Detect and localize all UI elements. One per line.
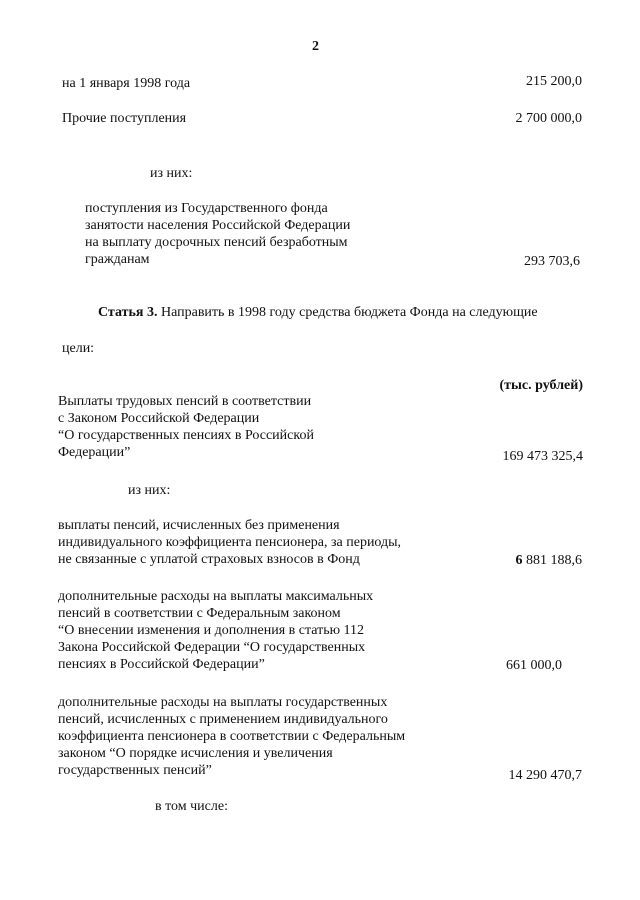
row-label-balance: на 1 января 1998 года — [62, 76, 191, 91]
subitem-2-text — [58, 588, 373, 673]
text-line: Федерации” — [58, 445, 131, 460]
value-bold-digit: 6 — [515, 553, 523, 568]
article-label: Статья 3. — [98, 305, 158, 320]
row-value-other-income: 2 700 000,0 — [515, 111, 582, 126]
text-line: пенсиях в Российской Федерации” — [58, 657, 265, 672]
text-line: “О внесении изменения и дополнения в статью 112 — [58, 623, 365, 638]
text-line: гражданам — [85, 252, 150, 267]
text-line: выплаты пенсий, исчисленных без применения — [58, 518, 340, 533]
subitem-3-value: 14 290 470,7 — [508, 768, 582, 783]
text-line: дополнительные расходы на выплаты государственных — [58, 695, 388, 710]
fund-income-value: 293 703,6 — [524, 254, 580, 269]
subitem-1-text — [58, 517, 401, 568]
subitem-2-value: 661 000,0 — [506, 658, 562, 673]
subitem-1-value — [516, 552, 583, 569]
text-line: дополнительные расходы на выплаты максимальных — [58, 589, 374, 604]
text-line: пенсий, исчисленных с применением индивидуального — [58, 712, 388, 727]
subheading-iz-nih: из них: — [150, 166, 193, 181]
article-text: Направить в 1998 году средства бюджета Фонда на следующие — [157, 305, 538, 320]
row-label-other-income: Прочие поступления — [62, 111, 187, 126]
text-line: поступления из Государственного фонда — [85, 201, 328, 216]
article-heading — [98, 304, 538, 321]
text-line: пенсий в соответствии с Федеральным законом — [58, 606, 341, 621]
row-value-balance: 215 200,0 — [526, 74, 582, 89]
text-line: с Законом Российской Федерации — [58, 411, 260, 426]
units-label: (тыс. рублей) — [499, 378, 583, 393]
subheading-iz-nih-2: из них: — [128, 483, 171, 498]
page-number: 2 — [312, 39, 319, 54]
text-line: законом “О порядке исчисления и увеличения — [58, 746, 333, 761]
text-line: не связанные с уплатой страховых взносов в Фонд — [58, 552, 360, 567]
fund-income-text — [85, 200, 350, 268]
value-rest: 881 188,6 — [522, 553, 582, 568]
pension-payments-text — [58, 393, 314, 461]
text-line: коэффициента пенсионера в соответствии с Федеральным — [58, 729, 406, 744]
text-line: индивидуального коэффициента пенсионера, за периоды, — [58, 535, 402, 550]
text-line: Закона Российской Федерации “О государственных — [58, 640, 366, 655]
text-line: государственных пенсий” — [58, 763, 212, 778]
text-line: Выплаты трудовых пенсий в соответствии — [58, 394, 312, 409]
pension-payments-value: 169 473 325,4 — [502, 449, 583, 464]
text-line: на выплату досрочных пенсий безработным — [85, 235, 348, 250]
text-line: занятости населения Российской Федерации — [85, 218, 351, 233]
article-tail: цели: — [62, 341, 95, 356]
text-line: “О государственных пенсиях в Российской — [58, 428, 314, 443]
subitem-3-text — [58, 694, 405, 779]
subheading-v-tom-chisle: в том числе: — [155, 799, 228, 814]
